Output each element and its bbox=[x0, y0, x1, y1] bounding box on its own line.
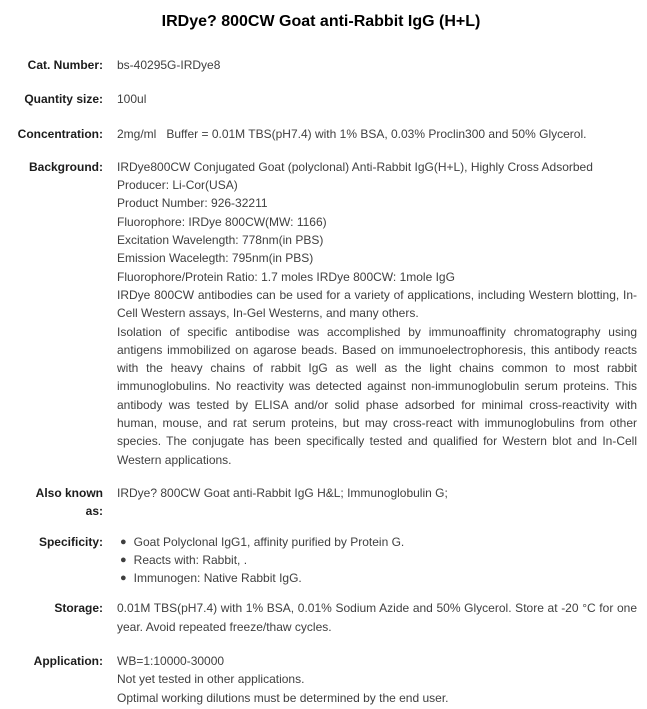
field-row-also-known-as bbox=[5, 484, 637, 521]
background-value bbox=[117, 158, 637, 469]
quantity-size-value: 100ul bbox=[117, 92, 147, 107]
application-line: WB=1:10000-30000 bbox=[117, 654, 225, 669]
also-known-as-value: IRDye? 800CW Goat anti-Rabbit IgG H&L; Immunoglobulin G; bbox=[117, 485, 448, 500]
quantity-size-label: Quantity size: bbox=[24, 92, 103, 107]
field-row-background bbox=[5, 158, 637, 469]
background-line: IRDye800CW Conjugated Goat (polyclonal) Anti-Rabbit IgG(H+L), Highly Cross Adsorbed bbox=[117, 159, 593, 174]
bullet-icon: ● bbox=[120, 553, 127, 566]
field-row-quantity-size bbox=[5, 90, 637, 108]
field-row-cat-number bbox=[5, 56, 637, 74]
background-line: Fluorophore: IRDye 800CW(MW: 1166) bbox=[117, 214, 327, 229]
concentration-label: Concentration: bbox=[17, 126, 103, 141]
application-line: Optimal working dilutions must be determined by the end user. bbox=[117, 690, 449, 705]
storage-label: Storage: bbox=[54, 601, 103, 616]
specificity-bullet-item bbox=[117, 551, 637, 569]
field-row-concentration bbox=[5, 125, 637, 143]
cat-number-value: bs-40295G-IRDye8 bbox=[117, 58, 221, 72]
also-known-as-label: Also known as: bbox=[35, 485, 103, 519]
application-label: Application: bbox=[33, 654, 103, 669]
specificity-bullet-item bbox=[117, 533, 637, 551]
specificity-bullet-text: Immunogen: Native Rabbit IgG. bbox=[133, 571, 302, 586]
specificity-value bbox=[117, 533, 637, 588]
background-line: Emission Wacelegth: 795nm(in PBS) bbox=[117, 251, 314, 266]
concentration-value: 2mg/ml Buffer = 0.01M TBS(pH7.4) with 1% BSA, 0.03% Proclin300 and 50% Glycerol. bbox=[117, 126, 587, 141]
field-row-storage bbox=[5, 599, 637, 636]
page-title: IRDye? 800CW Goat anti-Rabbit IgG (H+L) bbox=[161, 13, 481, 30]
bullet-icon: ● bbox=[120, 535, 127, 548]
background-paragraph: Isolation of specific antibodise was accomplished by immunoaffinity chromatography using antigens immobilized on agarose beads. Based on immunoelectrophoresis, this antibody reacts with the heavy chains of rabbit IgG as well as the light chains common to most rabbit immunoglobulins. No reactivity was detected against non-immunoglobulin serum proteins. This antibody was tested by ELISA and/or solid phase adsorbed for minimal cross-reactivity with human, mouse, and rat serum proteins, but may cross-react with immunoglobulins from other species. The conjugate has been specifically tested and qualified for Western blot and In-Cell Western applications. bbox=[117, 324, 637, 467]
bullet-icon: ● bbox=[120, 572, 127, 585]
background-paragraph: IRDye 800CW antibodies can be used for a variety of applications, including Western blotting, In-Cell Western assays, In-Gel Westerns, and many others. bbox=[117, 287, 637, 321]
specificity-bullet-text: Goat Polyclonal IgG1, affinity purified by Protein G. bbox=[133, 534, 405, 549]
specificity-bullet-text: Reacts with: Rabbit, . bbox=[133, 552, 248, 567]
specificity-bullet-item bbox=[117, 569, 637, 587]
background-line: Excitation Wavelength: 778nm(in PBS) bbox=[117, 233, 324, 248]
background-label: Background: bbox=[28, 159, 103, 174]
field-row-specificity bbox=[5, 533, 637, 588]
specificity-label: Specificity: bbox=[38, 534, 103, 549]
cat-number-label: Cat. Number: bbox=[27, 58, 103, 72]
storage-value: 0.01M TBS(pH7.4) with 1% BSA, 0.01% Sodium Azide and 50% Glycerol. Store at -20 °C for one year. Avoid repeated freeze/thaw cycles. bbox=[117, 601, 637, 634]
field-row-application bbox=[5, 652, 637, 707]
background-line: Product Number: 926-32211 bbox=[117, 196, 268, 211]
background-line: Fluorophore/Protein Ratio: 1.7 moles IRDye 800CW: 1mole IgG bbox=[117, 269, 455, 284]
application-line: Not yet tested in other applications. bbox=[117, 672, 305, 687]
application-value bbox=[117, 652, 637, 707]
background-line: Producer: Li-Cor(USA) bbox=[117, 178, 238, 193]
